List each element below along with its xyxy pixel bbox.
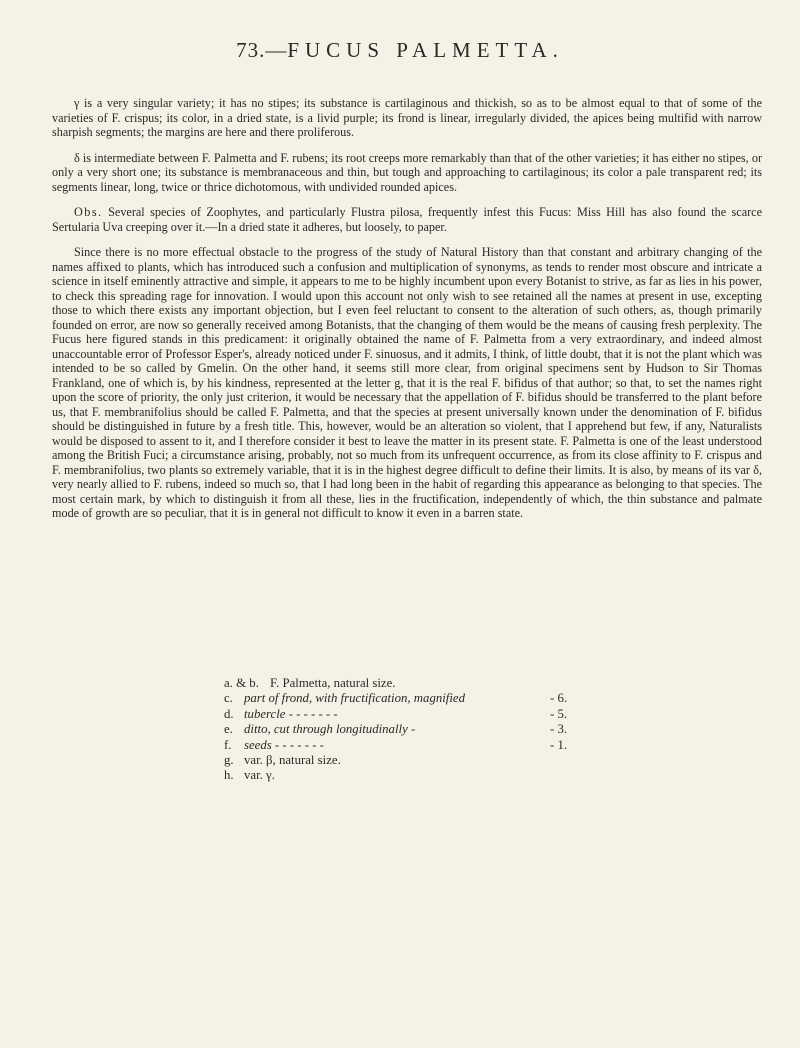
plate-letter: e. [224,722,233,737]
plate-desc: tubercle - - - - - - - [244,706,338,721]
plate-row-f [224,738,584,753]
plate-explanation [224,676,584,784]
plate-desc: F. Palmetta, natural size. [270,676,396,690]
plate-mag: - 5. [550,706,568,721]
plate-row-h [224,768,584,783]
plate-desc: ditto, cut through longitudinally - [244,722,416,737]
plate-letter: d. [224,706,234,721]
page-title [0,38,800,63]
plate-mag: - 3. [550,722,568,737]
plate-row-e [224,722,584,737]
discussion-paragraph: Since there is no more effectual obstacle to the progress of the study of Natural History than that constant and arbitrary changing of the names affixed to plants, which has introduced such a confusion and multiplication of synonyms, as tends to render most obscure and intricate a science in itself eminently attractive and simple, it appears to me to be highly incumbent upon every Botanist to strive, as far as lies in his power, to check this spreading rage for innovation. I would upon this account not only wish to see retained all the names at present in use, excepting those to which there exists any important objection, but I even feel reluctant to consent to the alteration of such others, as, though primarily founded on error, are now so generally received among Botanists, that the changing of them would be the means of causing fresh perplexity. The Fucus here figured stands in this predicament: it originally obtained the name of F. Palmetta from a very extraordinary, and indeed almost unaccountable error of Professor Esper's, already noticed under F. sinuosus, and it admits, I think, of little doubt, that it is not the plant which was intended to be so called by Gmelin. On the other hand, it seems still more clear, from original specimens sent by Hudson to Sir Thomas Frankland, one of which is, by his kindness, represented at the letter g, that it is the real F. bifidus of that author; so that, to set the names right upon the score of priority, the only just criterion, it would be necessary that the appellation of F. bifidus should be transferred to the plant before us, that F. membranifolius should be called F. Palmetta, and that the species at present universally known under the denomination of F. bifidus should be distinguished in future by a fresh title. This, however, would be an alteration so violent, that I apprehend but few, if any, Naturalists would be disposed to assent to it, and I therefore consider it best to leave the matter in its present state. F. Palmetta is one of the least understood among the British Fuci; a circumstance arising, probably, not so much from its unfrequent occurrence, as from its close affinity to F. crispus and F. membranifolius, two plants so extremely variable, that it is in the highest degree difficult to define their limits. It is also, by means of its var δ, very nearly allied to F. rubens, indeed so much so, that I had long been in the habit of regarding this appearance as belonging to that species. The most certain mark, by which to distinguish it from all these, lies in the fructification, independently of which, the thin substance and palmate mode of growth are so peculiar, that it is in general not difficult to know it even in a barren state. [52,245,762,520]
body-text [52,66,762,532]
plate-mag [564,768,584,783]
plate-letter: h. [224,768,234,783]
plate-desc: seeds - - - - - - - [244,737,324,752]
plate-row-c [224,691,584,706]
variety-gamma-paragraph: γ is a very singular variety; it has no stipes; its substance is cartilaginous and thickish, so as to be almost equal to that of some of the varieties of F. crispus; its color, in a dried state, is a livid purple; its frond is linear, irregularly divided, the apices being multifid with narrow sharpish segments; the margins are here and there proliferous. [52,96,762,139]
plate-mag: - 6. [550,691,568,706]
plate-mag [564,753,584,768]
plate-letter: a. & b. [224,676,259,690]
variety-delta-paragraph: δ is intermediate between F. Palmetta and F. rubens; its root creeps more remarkably than that of the other varieties; it has either no stipes, or only a very short one; its substance is membranaceous and thin, but tough and approaching to cartilaginous; its color a pale transparent red; its segments linear, long, twice or thrice dichotomous, with undivided rounded apices. [52,150,762,194]
obs-label: Obs. [74,205,103,219]
plate-desc: part of frond, with fructification, magnified [244,691,465,706]
observation-paragraph [52,205,762,234]
plate-letter: g. [224,753,234,768]
plate-letter: f. [224,737,232,752]
plate-row-d [224,707,584,722]
plate-desc: var. γ. [244,768,275,783]
plate-row-g [224,753,584,768]
plate-number: 73. [236,38,266,62]
plate-letter: c. [224,691,233,706]
obs-text: Several species of Zoophytes, and particularly Flustra pilosa, frequently infest this Fucus: Miss Hill has also found the scarce Sertularia Uva creeping over it.—In a dried state it adheres, but loosely, to paper. [52,205,762,234]
plate-desc: var. β, natural size. [244,753,341,768]
plate-row-a-b [224,676,584,691]
plate-mag: - 1. [550,737,568,752]
species-name: FUCUS PALMETTA. [287,38,564,62]
title-dash: — [265,38,288,62]
plate-mag [564,676,584,691]
